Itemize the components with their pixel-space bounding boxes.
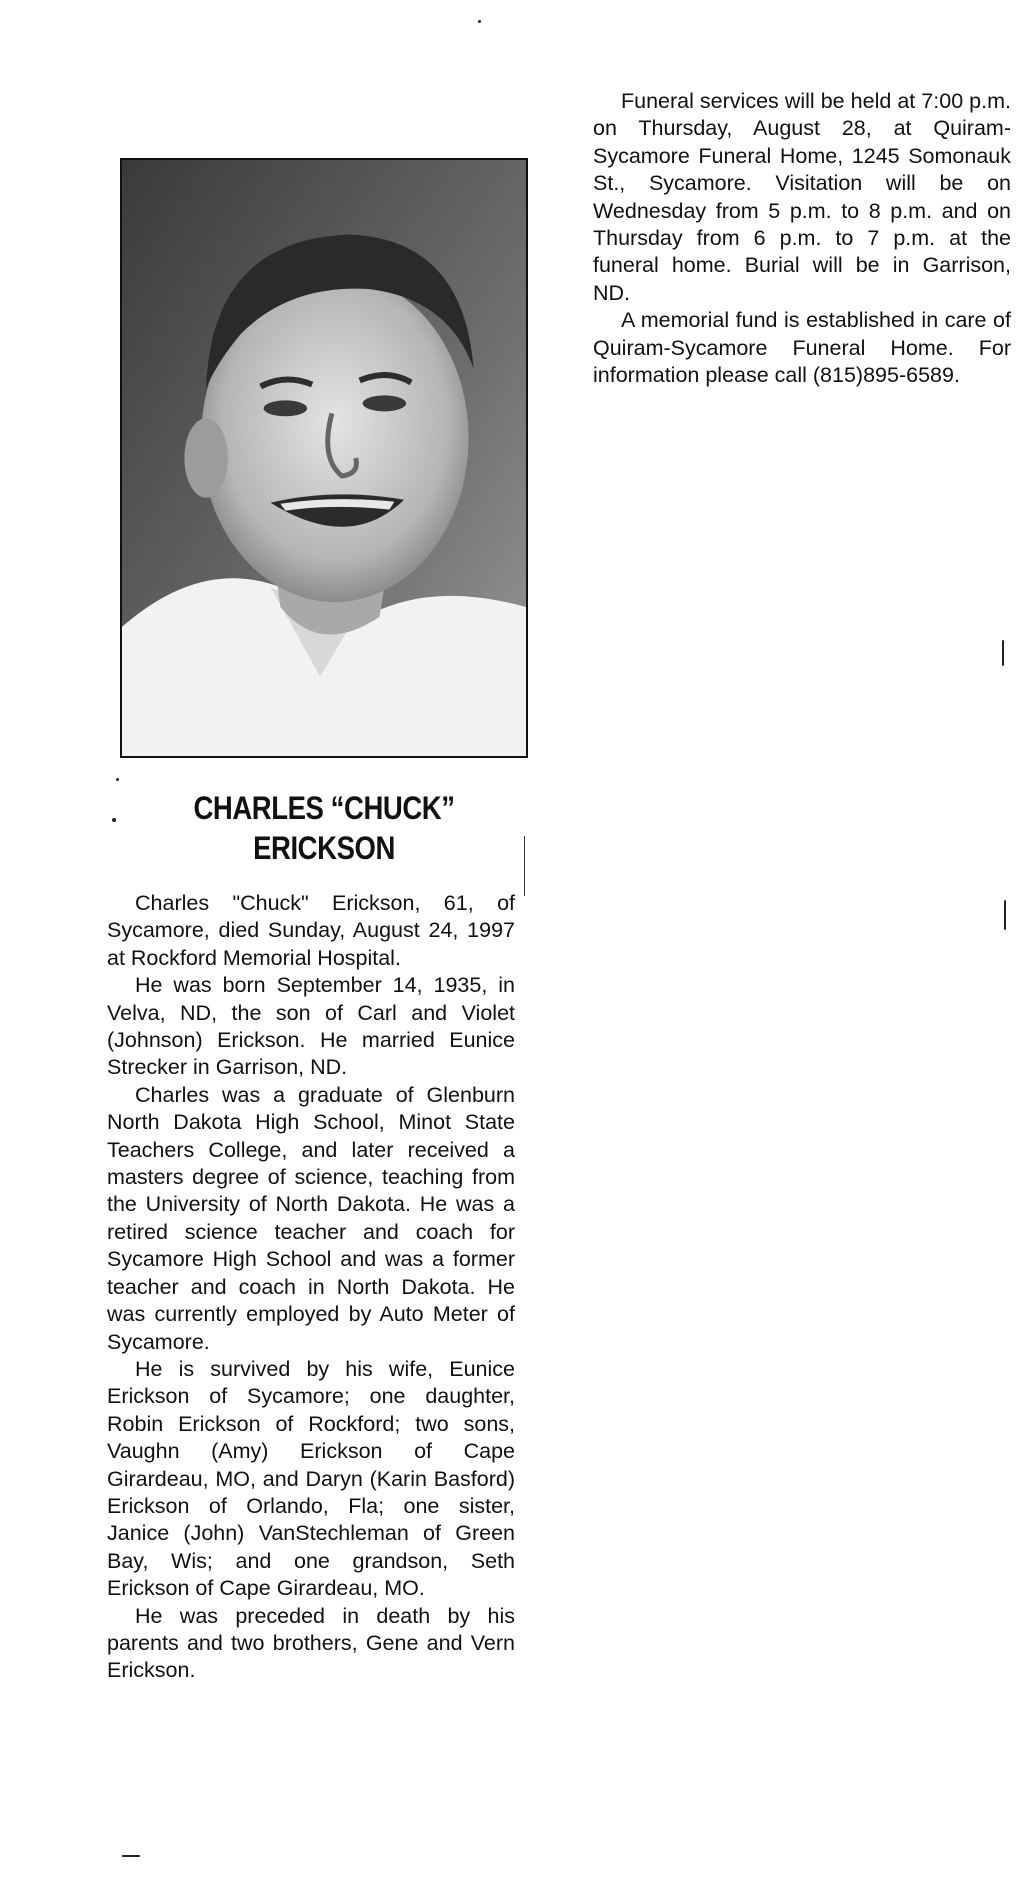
scan-speck bbox=[1002, 640, 1004, 666]
scan-speck bbox=[112, 818, 116, 822]
obituary-body-right bbox=[593, 88, 1011, 389]
paragraph-birth: He was born September 14, 1935, in Velva, ND, the son of Carl and Violet (Johnson) Erickson. He married Eunice Strecker in Garrison, ND. bbox=[107, 973, 515, 1080]
column-rule bbox=[524, 836, 525, 896]
paragraph-career: Charles was a graduate of Glenburn North Dakota High School, Minot State Teachers College, and later received a masters degree of science, teaching from the University of North Dakota. He was a retired science teacher and coach for Sycamore High School and was a former teacher and coach in North Dakota. He was currently employed by Auto Meter of Sycamore. bbox=[107, 1082, 515, 1354]
headline-line-2: ERICKSON bbox=[253, 830, 395, 866]
scan-speck bbox=[1004, 900, 1006, 930]
paragraph-survivors: He is survived by his wife, Eunice Erickson of Sycamore; one daughter, Robin Erickson of Rockford; two sons, Vaughn (Amy) Erickson of Cape Girardeau, MO, and Daryn (Karin Basford) Erickson of Orlando, Fla; one sister, Janice (John) VanStechleman of Green Bay, Wis; and one grandson, Seth Erickson of Cape Girardeau, MO. bbox=[107, 1356, 515, 1601]
scan-speck bbox=[122, 1855, 140, 1857]
paragraph-services: Funeral services will be held at 7:00 p.m. on Thursday, August 28, at Quiram-Sycamore Funeral Home, 1245 Somonauk St., Sycamore. Visitation will be on Wednesday from 5 p.m. to 8 p.m. and on Thursday from 6 p.m. to 7 p.m. at the funeral home. Burial will be in Garrison, ND. bbox=[593, 89, 1011, 305]
scan-speck bbox=[116, 778, 119, 781]
obituary-headline bbox=[149, 788, 500, 868]
paragraph-memorial: A memorial fund is established in care of Quiram-Sycamore Funeral Home. For information please call (815)895-6589. bbox=[593, 308, 1011, 388]
scan-speck bbox=[478, 20, 481, 23]
paragraph-death: Charles "Chuck" Erickson, 61, of Sycamore, died Sunday, August 24, 1997 at Rockford Memorial Hospital. bbox=[107, 891, 515, 970]
portrait-photo-icon bbox=[122, 160, 526, 756]
headline-line-1: CHARLES “CHUCK” bbox=[193, 790, 455, 826]
paragraph-preceded: He was preceded in death by his parents and two brothers, Gene and Vern Erickson. bbox=[107, 1603, 515, 1683]
obituary-photo bbox=[120, 158, 528, 758]
obituary-body-left bbox=[107, 890, 515, 1685]
